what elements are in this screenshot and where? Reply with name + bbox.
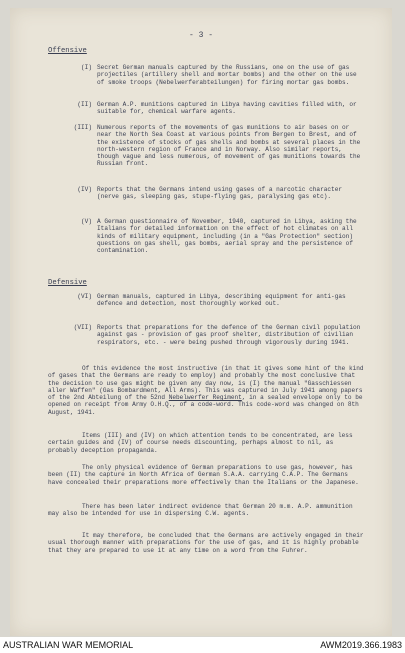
item-number: (VI) — [77, 293, 92, 300]
item-number: (IV) — [77, 186, 92, 193]
item-text: German manuals, captured in Libya, describing equipment for anti-gas defence and detection, most thoroughly worked out. — [97, 293, 346, 308]
paragraph-physical-evidence: The only physical evidence of German preparations to use gas, however, has been (II) the capture in North Africa of German S.A.A. carrying C.A.P. The Germans have concealed their preparations more effectively than the Italians or the Japanese. — [48, 464, 359, 486]
paragraph-conclusion: It may therefore, be concluded that the Germans are actively engaged in their usual thorough manner with preparations for the use of gas, and it is highly probable that they are prepared to use it at any time on a word from the Fuhrer. — [48, 532, 364, 554]
heading-defensive: Defensive — [48, 279, 87, 287]
item-number: (VII) — [73, 324, 92, 331]
item-number: (II) — [77, 101, 92, 108]
paragraph-indirect-evidence: There has been later indirect evidence that German 20 m.m. A.P. ammunition may also be intended for use in dispersing C.W. agents. — [48, 503, 353, 518]
archive-name: AUSTRALIAN WAR MEMORIAL — [3, 640, 134, 650]
archive-reference: AWM2019.366.1983 — [320, 640, 402, 650]
paragraph-text: , in a sealed envelope only to be opened on receipt from Army O.H.Q., of a code-word. This code-word was changed on 8th August, 1941. — [48, 394, 363, 416]
document-page — [10, 8, 392, 636]
archive-footer — [0, 637, 405, 653]
paragraph-items: Items (III) and (IV) on which attention tends to be concentrated, are less certain guides and (IV) of course needs discounting, perhaps almost to nil, as probably deception propaganda. — [48, 432, 353, 454]
page-number: - 3 - — [188, 31, 213, 40]
item-text: German A.P. munitions captured in Libya having cavities filled with, or suitable for, chemical warfare agents. — [97, 101, 357, 116]
paragraph-evidence — [48, 365, 366, 416]
item-text: Reports that the Germans intend using gases of a narcotic character (nerve gas, sleeping gas, stupe-flying gas, paralysing gas etc). — [97, 186, 343, 201]
item-number: (V) — [81, 218, 92, 225]
item-text: Reports that preparations for the defence of the German civil population against gas - provision of gas proof shelter, distribution of civilian respirators, etc. - were being pushed through vigorously during 1941. — [97, 324, 361, 346]
regiment-name: Nebelwerfer Regiment — [168, 394, 242, 402]
item-number: (I) — [81, 64, 92, 71]
heading-offensive: Offensive — [48, 47, 87, 55]
item-text: Secret German manuals captured by the Russians, one on the use of gas projectiles (artillery shell and mortar bombs) and the other on the use of smoke troops (Nebelwerferabteilungen) for firing mortar gas bombs. — [97, 64, 357, 86]
item-text: A German questionnaire of November, 1940, captured in Libya, asking the Italians for detailed information on the effect of hot climates on all kinds of military equipment, including (in a "Gas Protection" section) questions on gas shell, gas bombs, aerial spray and the persistence of contamination. — [97, 218, 357, 255]
paragraph-text: Of this evidence the most instructive (in that it gives some hint of the kind of gases that the Germans are ready to employ) and probably the most conclusive that the decision to use gas might be given any day now, is (I) the manual "Gasschiessen aller Waffen" (Gas Bombardment, All Arms). This was captured in July 1941 among papers of the 2nd Abteilung of the 52nd — [48, 365, 364, 402]
item-text: Numerous reports of the movements of gas munitions to air bases on or near the North Sea Coast at various points from Bergen to Brest, and of the existence of stocks of gas shells and bombs at several places in the north-western region of France and in Norway. Also similar reports, though vague and less numerous, of movement of gas munitions towards the Russian front. — [97, 124, 361, 168]
item-number: (III) — [73, 124, 92, 131]
